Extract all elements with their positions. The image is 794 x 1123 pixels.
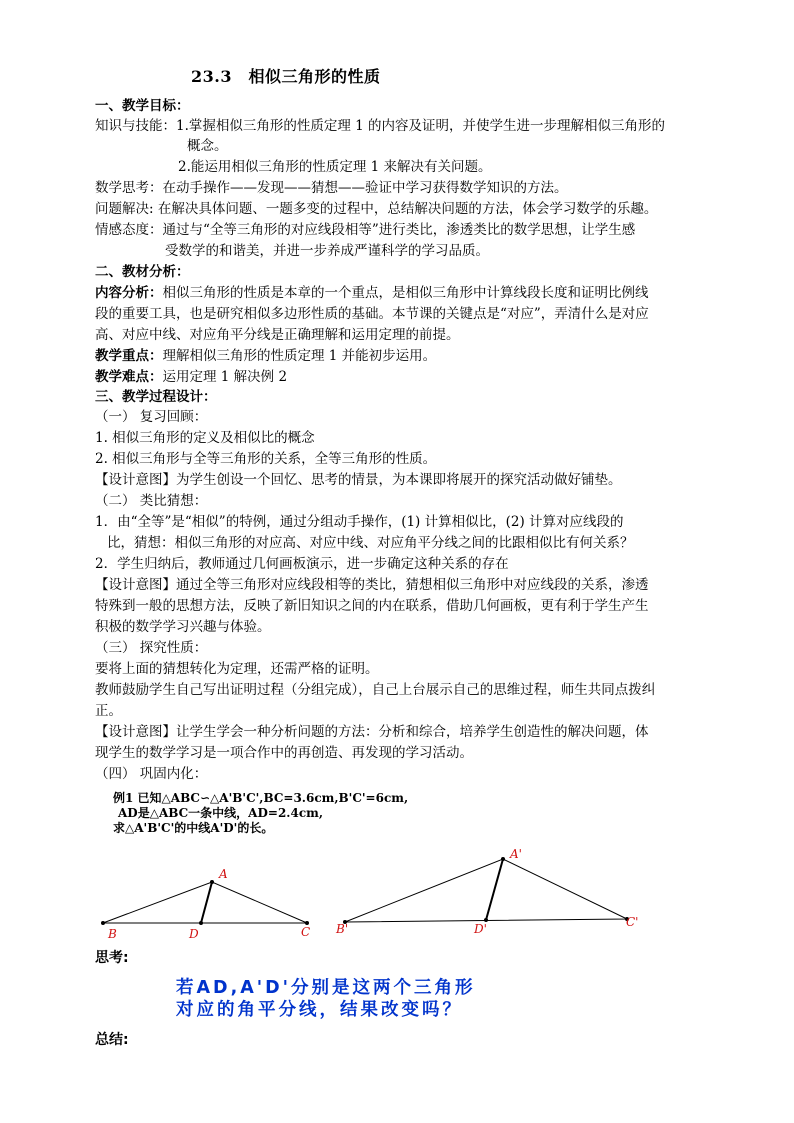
goal-attitude-cont: 受数学的和谐美，并进一步养成严谨科学的学习品质。 [165, 243, 489, 259]
label-c: C [301, 925, 311, 939]
point-d [199, 921, 203, 925]
goal-knowledge-item2: 2.能运用相似三角形的性质定理 1 来解决有关问题。 [178, 159, 492, 175]
content-analysis-label: 内容分析： [95, 285, 163, 301]
teaching-difficulty [95, 367, 287, 387]
part-2-item-1: 1．由“全等”是“相似”的特例，通过分组动手操作，(1) 计算相似比，(2) 计算对应线段的 [95, 514, 624, 530]
part-1-design-intent [95, 470, 622, 490]
part-2-design-intent [95, 575, 649, 595]
part-3-design-intent-line2: 现学生的数学学习是一项合作中的再创造、再发现的学习活动。 [95, 745, 473, 761]
part-3-line-1: 要将上面的猜想转化为定理，还需严格的证明。 [95, 661, 379, 677]
design-intent-text: 为学生创设一个回忆、思考的情景，为本课即将展开的探究活动做好铺垫。 [176, 472, 622, 488]
label-b-prime: B' [336, 922, 349, 936]
label-c-prime: C' [626, 915, 639, 929]
section-1-heading: 一、教学目标： [95, 98, 190, 114]
question-line-1: 若AD,A'D'分别是这两个三角形 [176, 978, 476, 998]
goal-problem-solving: 问题解决: 在解决具体问题、一题多变的过程中，总结解决问题的方法，体会学习数学的乐趣。 [95, 201, 658, 217]
content-analysis-line3: 高、对应中线、对应角平分线是正确理解和运用定理的前提。 [95, 327, 460, 343]
goal-math-thinking: 数学思考：在动手操作——发现——猜想——验证中学习获得数学知识的方法。 [95, 180, 568, 196]
label-b: B [108, 927, 117, 941]
triangle-a-prime-outline [345, 859, 627, 922]
median-ad [201, 882, 212, 923]
design-intent-label: 【设计意图】 [95, 472, 176, 488]
similar-triangles-figure [0, 840, 794, 950]
part-2-design-intent-line2: 特殊到一般的思想方法，反映了新旧知识之间的内在联系，借助几何画板，更有利于学生产生 [95, 598, 649, 614]
part-2-design-intent-line3: 积极的数学学习兴趣与体验。 [95, 619, 271, 635]
goal-knowledge-item1: 1.掌握相似三角形的性质定理 1 的内容及证明，并使学生进一步理解相似三角形的 [176, 118, 666, 134]
part-3-design-intent [95, 722, 649, 742]
example-line-3: 求△A'B'C'的中线A'D'的长。 [113, 821, 274, 835]
label-d-prime: D' [474, 922, 487, 936]
part-3-heading: （三） 探究性质： [95, 640, 208, 656]
think-label: 思考: [95, 950, 129, 966]
part-2-heading: （二） 类比猜想： [95, 493, 208, 509]
goal-attitude: 情感态度：通过与“全等三角形的对应线段相等”进行类比，渗透类比的数学思想，让学生感 [95, 222, 636, 238]
design-intent-text: 让学生学会一种分析问题的方法：分析和综合，培养学生创造性的解决问题，体 [176, 724, 649, 740]
label-a: A [219, 867, 228, 881]
teaching-key-point [95, 346, 436, 366]
design-intent-text: 通过全等三角形对应线段相等的类比，猜想相似三角形中对应线段的关系，渗透 [176, 577, 649, 593]
point-a-prime [501, 857, 505, 861]
triangle-abc-outline [103, 882, 307, 923]
design-intent-label: 【设计意图】 [95, 577, 176, 593]
section-2-heading: 二、教材分析： [95, 264, 190, 280]
teaching-difficulty-text: 运用定理 1 解决例 2 [162, 369, 288, 385]
content-analysis-line2: 段的重要工具，也是研究相似多边形性质的基础。本节课的关键点是“对应”，弄清什么是对应 [95, 306, 649, 322]
part-1-item-2: 2. 相似三角形与全等三角形的关系，全等三角形的性质。 [95, 451, 437, 467]
point-a [210, 880, 214, 884]
example-line-1: 例1 已知△ABC∽△A'B'C',BC=3.6cm,B'C'=6cm, [113, 791, 409, 805]
goal-knowledge-item1-cont: 概念。 [187, 138, 228, 154]
part-1-heading: （一） 复习回顾： [95, 409, 208, 425]
triangle-abc [101, 867, 310, 941]
teaching-difficulty-label: 教学难点： [95, 369, 163, 385]
goal-knowledge [95, 116, 665, 136]
triangle-a-prime [335, 847, 638, 936]
part-3-line-2-cont: 正。 [95, 703, 122, 719]
part-1-item-1: 1. 相似三角形的定义及相似比的概念 [95, 430, 315, 446]
label-d: D [189, 927, 199, 941]
summary-label: 总结: [95, 1032, 129, 1048]
part-2-item-1-cont: 比，猜想：相似三角形的对应高、对应中线、对应角平分线之间的比跟相似比有何关系？ [107, 535, 634, 551]
content-analysis [95, 283, 649, 303]
example-line-2: AD是△ABC一条中线，AD=2.4cm, [118, 806, 324, 820]
content-analysis-text: 相似三角形的性质是本章的一个重点，是相似三角形中计算线段长度和证明比例线 [162, 285, 649, 301]
teaching-key-text: 理解相似三角形的性质定理 1 并能初步运用。 [162, 348, 437, 364]
teaching-key-label: 教学重点： [95, 348, 163, 364]
section-3-heading: 三、教学过程设计： [95, 389, 217, 405]
point-b [101, 921, 105, 925]
median-a-prime-d-prime [486, 859, 503, 920]
page-title: 23.3 相似三角形的性质 [191, 67, 381, 86]
question-line-2: 对应的角平分线，结果改变吗？ [176, 1000, 463, 1020]
design-intent-label: 【设计意图】 [95, 724, 176, 740]
part-4-heading: （四） 巩固内化： [95, 766, 208, 782]
goal-knowledge-label: 知识与技能： [95, 118, 176, 134]
part-3-line-2: 教师鼓励学生自己写出证明过程（分组完成），自己上台展示自己的思维过程，师生共同点拨纠 [95, 682, 656, 698]
label-a-prime: A' [510, 847, 522, 861]
part-2-item-2: 2．学生归纳后，教师通过几何画板演示，进一步确定这种关系的存在 [95, 556, 509, 572]
